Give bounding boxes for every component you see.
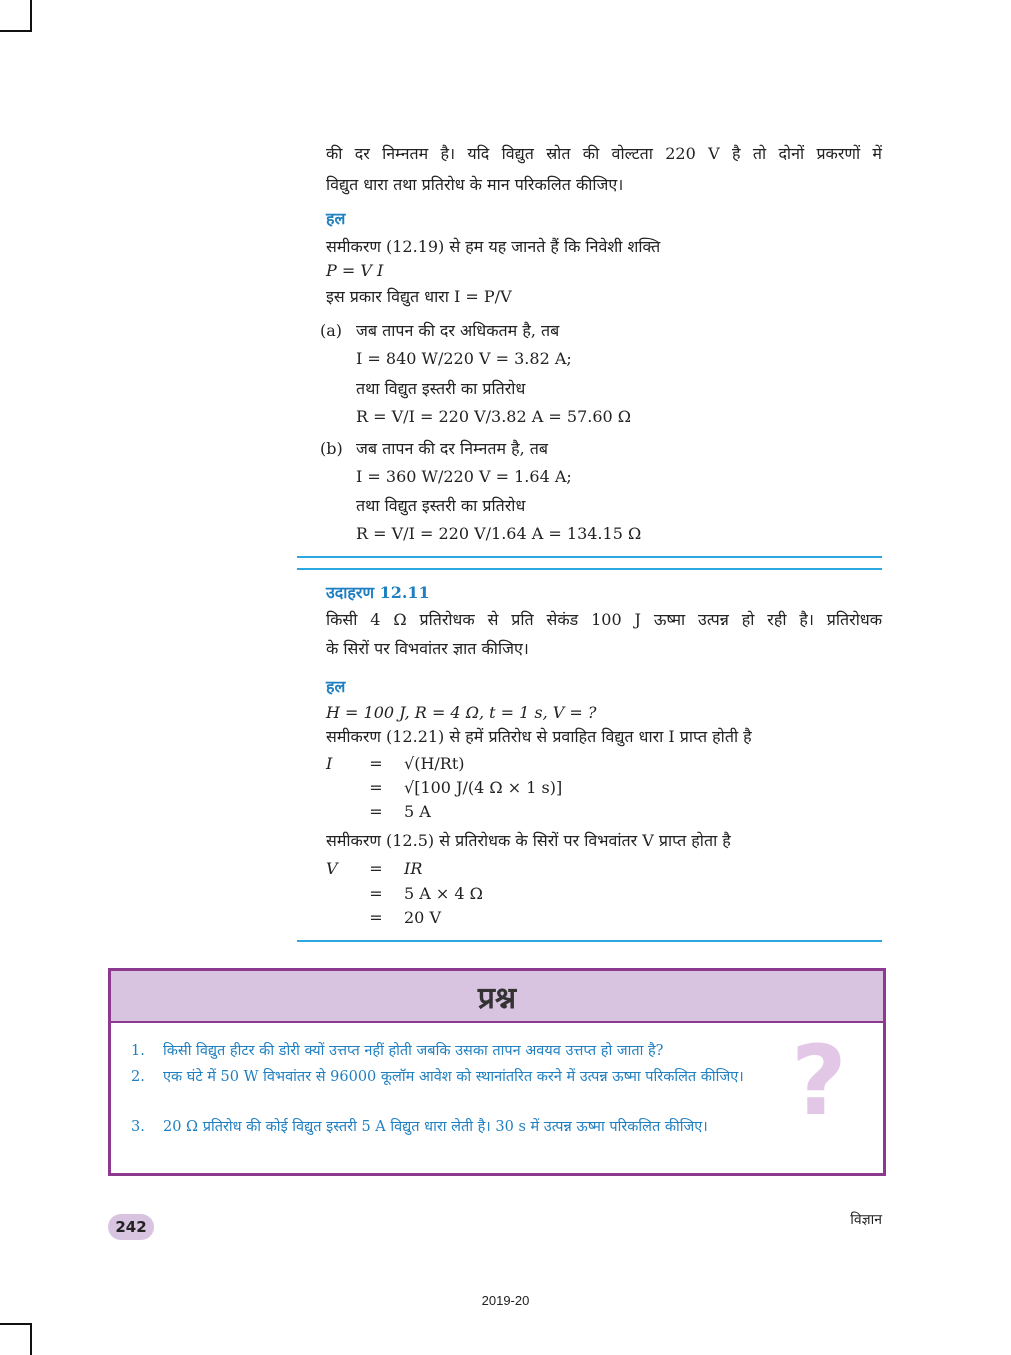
given-values: H = 100 J, R = 4 Ω, t = 1 s, V = ? bbox=[326, 703, 597, 722]
equation-lhs: I bbox=[326, 754, 333, 773]
equals-sign: = bbox=[369, 778, 383, 797]
crop-mark bbox=[30, 0, 32, 32]
page-number-badge: 242 bbox=[108, 1214, 154, 1240]
questions-title: प्रश्न bbox=[477, 980, 517, 1016]
solution-text: समीकरण (12.19) से हम यह जानते हैं कि निवेशी शक्ति bbox=[326, 237, 661, 256]
paragraph-line: किसी 4 Ω प्रतिरोधक से प्रति सेकंड 100 J ऊष्मा उत्पन्न हो रही है। प्रतिरोधक bbox=[326, 610, 882, 629]
solution-text: समीकरण (12.5) से प्रतिरोधक के सिरों पर विभवांतर V प्राप्त होता है bbox=[326, 831, 731, 850]
paragraph-line: विद्युत धारा तथा प्रतिरोध के मान परिकलित कीजिए। bbox=[326, 175, 624, 194]
part-label: (b) bbox=[320, 439, 343, 458]
equation: R = V/I = 220 V/3.82 A = 57.60 Ω bbox=[356, 407, 632, 426]
divider-rule bbox=[297, 940, 882, 942]
equation: I = 360 W/220 V = 1.64 A; bbox=[356, 467, 572, 486]
question-number: 1. bbox=[131, 1043, 145, 1059]
equation: R = V/I = 220 V/1.64 A = 134.15 Ω bbox=[356, 524, 642, 543]
question-mark-icon: ? bbox=[791, 1025, 847, 1137]
question-item bbox=[119, 1115, 799, 1165]
question-text: किसी विद्युत हीटर की डोरी क्यों उत्तप्त नहीं होती जबकि उसका तापन अवयव उत्तप्त हो जाता है? bbox=[163, 1043, 664, 1059]
solution-text: जब तापन की दर निम्नतम है, तब bbox=[356, 439, 549, 458]
equation-rhs: 20 V bbox=[404, 908, 441, 927]
equation-rhs: √(H/Rt) bbox=[404, 754, 465, 773]
equation-rhs: 5 A × 4 Ω bbox=[404, 884, 483, 903]
questions-header bbox=[111, 971, 883, 1023]
solution-heading: हल bbox=[326, 209, 346, 228]
question-item bbox=[119, 1039, 799, 1065]
equation-row bbox=[326, 801, 626, 823]
solution-text: समीकरण (12.21) से हमें प्रतिरोध से प्रवाहित विद्युत धारा I प्राप्त होती है bbox=[326, 727, 752, 746]
solution-text: तथा विद्युत इस्तरी का प्रतिरोध bbox=[356, 379, 526, 398]
crop-mark bbox=[30, 1323, 32, 1355]
question-text: एक घंटे में 50 W विभवांतर से 96000 कूलॉम आवेश को स्थानांतरित करने में उत्पन्न ऊष्मा परिकलित कीजिए। bbox=[163, 1069, 744, 1085]
equals-sign: = bbox=[369, 802, 383, 821]
equation-rhs: √[100 J/(4 Ω × 1 s)] bbox=[404, 778, 563, 797]
equation: I = 840 W/220 V = 3.82 A; bbox=[356, 349, 572, 368]
solution-text: इस प्रकार विद्युत धारा I = P/V bbox=[326, 287, 512, 306]
question-number: 3. bbox=[131, 1119, 145, 1135]
crop-mark bbox=[0, 30, 32, 32]
questions-box bbox=[108, 968, 886, 1176]
paragraph-line: के सिरों पर विभवांतर ज्ञात कीजिए। bbox=[326, 639, 529, 658]
equals-sign: = bbox=[369, 884, 383, 903]
question-number: 2. bbox=[131, 1069, 145, 1085]
equals-sign: = bbox=[369, 754, 383, 773]
solution-text: जब तापन की दर अधिकतम है, तब bbox=[356, 321, 560, 340]
equation-row bbox=[326, 907, 626, 929]
solution-text: तथा विद्युत इस्तरी का प्रतिरोध bbox=[356, 496, 526, 515]
example-title: उदाहरण 12.11 bbox=[326, 583, 430, 602]
equals-sign: = bbox=[369, 908, 383, 927]
equation-rhs: IR bbox=[404, 859, 423, 878]
equation-rhs: 5 A bbox=[404, 802, 431, 821]
part-label: (a) bbox=[320, 321, 343, 340]
equation: P = V I bbox=[326, 261, 384, 280]
question-item bbox=[119, 1065, 799, 1115]
equals-sign: = bbox=[369, 859, 383, 878]
paragraph-line: की दर निम्नतम है। यदि विद्युत स्रोत की वोल्टता 220 V है तो दोनों प्रकरणों में bbox=[326, 144, 882, 163]
solution-heading: हल bbox=[326, 677, 346, 696]
crop-mark bbox=[0, 1323, 32, 1325]
book-title: विज्ञान bbox=[850, 1212, 882, 1228]
equation-lhs: V bbox=[326, 859, 338, 878]
divider-rule bbox=[297, 556, 882, 558]
equation-row bbox=[326, 777, 626, 799]
question-text: 20 Ω प्रतिरोध की कोई विद्युत इस्तरी 5 A विद्युत धारा लेती है। 30 s में उत्पन्न ऊष्मा परिकलित कीजिए। bbox=[163, 1119, 708, 1135]
divider-rule bbox=[297, 568, 882, 570]
edition-year: 2019-20 bbox=[481, 1293, 530, 1308]
equation-row bbox=[326, 883, 626, 905]
equation-row bbox=[326, 858, 626, 880]
equation-row bbox=[326, 753, 626, 775]
